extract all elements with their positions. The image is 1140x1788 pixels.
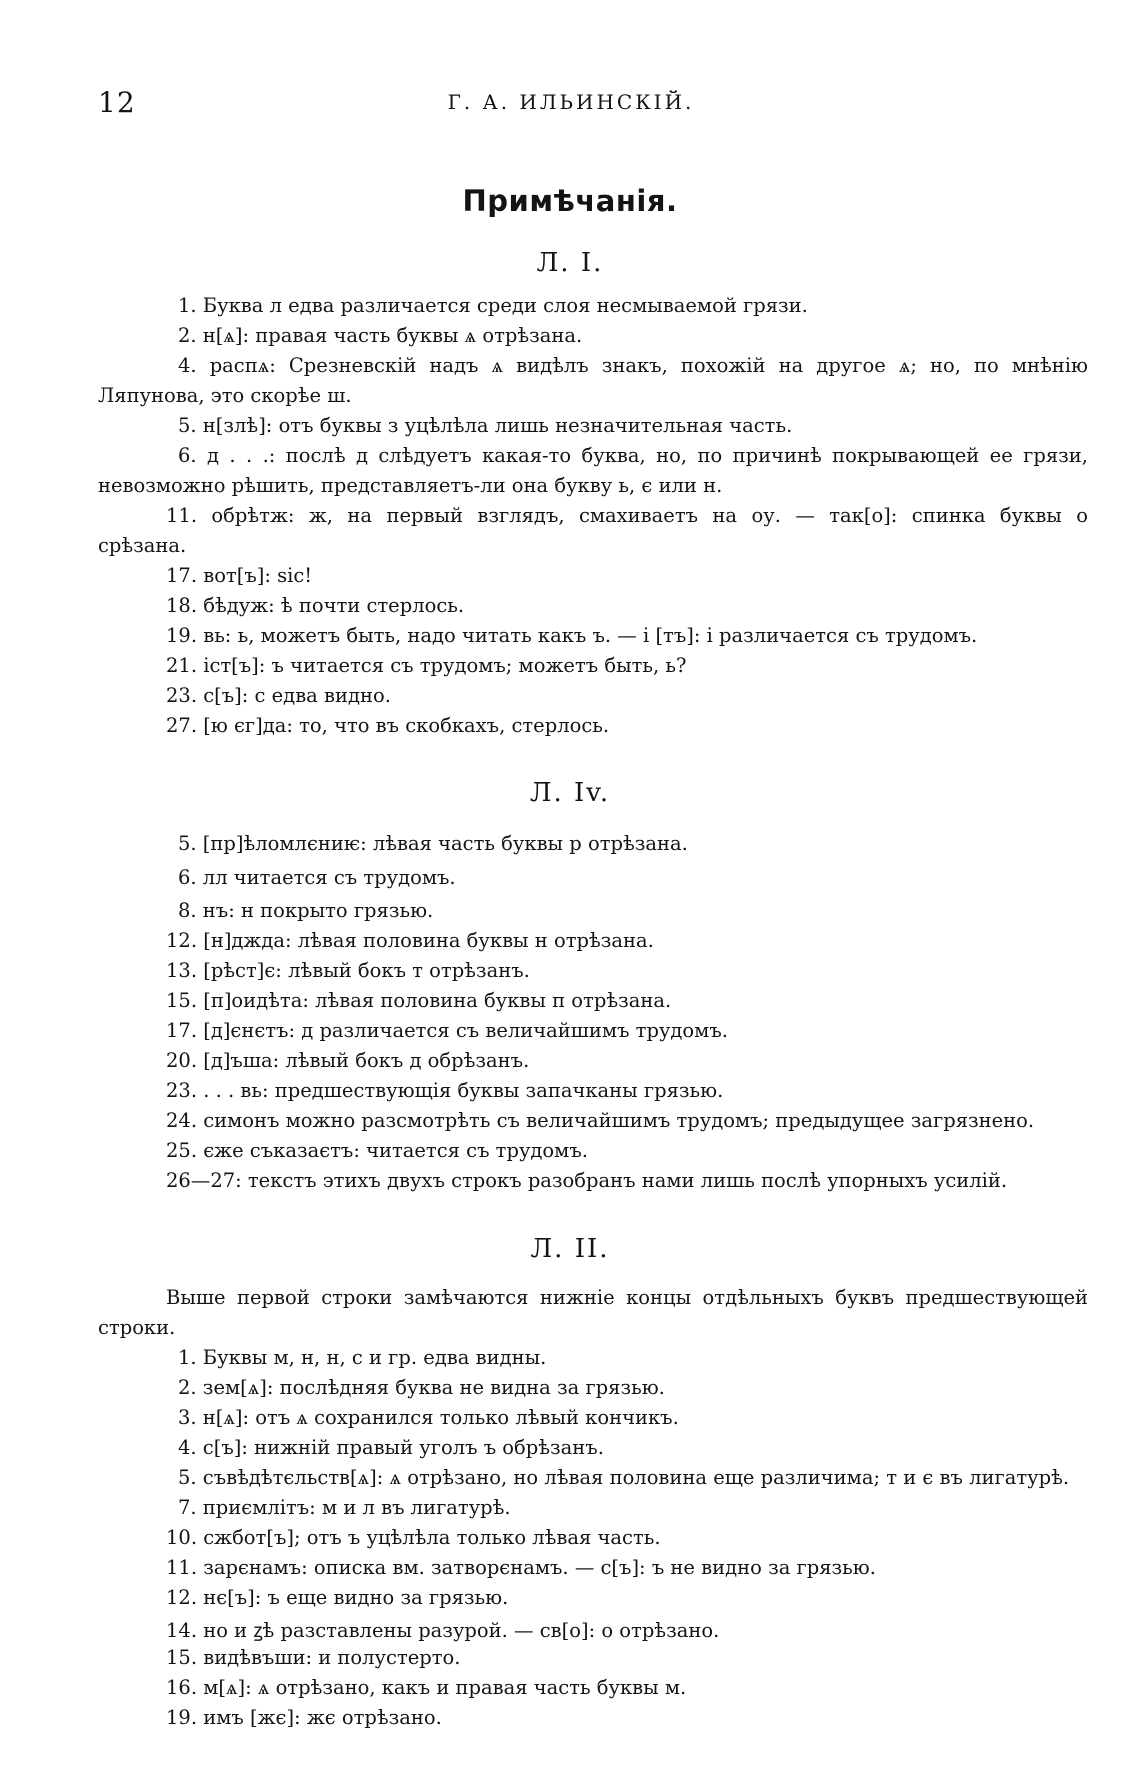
note-line: 2. зем[ѧ]: послѣдняя буква не видна за грязью. bbox=[178, 1376, 665, 1399]
note-line: 27. [ю єг]да: то, что въ скобкахъ, стерлось. bbox=[166, 714, 610, 737]
note-line: 15. видѣвъши: и полустерто. bbox=[166, 1646, 461, 1669]
note-line: 16. м[ѧ]: ѧ отрѣзано, какъ и правая часть буквы м. bbox=[166, 1676, 687, 1699]
note-line: 18. бѣдуж: ѣ почти стерлось. bbox=[166, 594, 465, 617]
note-line: 7. приємлітъ: м и л въ лигатурѣ. bbox=[178, 1496, 511, 1519]
note-line: 25. єже съказаєтъ: читается съ трудомъ. bbox=[166, 1139, 588, 1162]
note-continuation: срѣзана. bbox=[98, 534, 187, 557]
note-line: 5. [пр]ѣломлєниѥ: лѣвая часть буквы р отрѣзана. bbox=[178, 832, 688, 855]
note-continuation: Ляпунова, это скорѣе ш. bbox=[98, 384, 352, 407]
note-line: 21. іст[ъ]: ъ читается съ трудомъ; можетъ быть, ь? bbox=[166, 654, 687, 677]
note-line: 6. лл читается съ трудомъ. bbox=[178, 866, 456, 889]
intro-continuation: строки. bbox=[98, 1316, 176, 1339]
leaf-heading: Л. II. bbox=[530, 1234, 610, 1264]
note-continuation: невозможно рѣшить, представляетъ-ли она букву ь, є или н. bbox=[98, 474, 723, 497]
note-line: 1. Буква л едва различается среди слоя несмываемой грязи. bbox=[178, 294, 808, 317]
note-line: 6. д . . .: послѣ д слѣдуетъ какая-то буква, но, по причинѣ покрывающей ее грязи, bbox=[178, 444, 1088, 467]
note-line: 17. вот[ъ]: sic! bbox=[166, 564, 313, 587]
note-line: 3. н[ѧ]: отъ ѧ сохранился только лѣвый кончикъ. bbox=[178, 1406, 679, 1429]
note-line: 4. с[ъ]: нижній правый уголъ ъ обрѣзанъ. bbox=[178, 1436, 604, 1459]
note-line: 8. нъ: н покрыто грязью. bbox=[178, 899, 434, 922]
note-line: 2. н[ѧ]: правая часть буквы ѧ отрѣзана. bbox=[178, 324, 583, 347]
note-line: 5. съвѣдѣтєльств[ѧ]: ѧ отрѣзано, но лѣвая половина еще различима; т и є въ лигатурѣ. bbox=[178, 1466, 1070, 1489]
note-line: 11. зарєнамъ: описка вм. затворєнамъ. — с[ъ]: ъ не видно за грязью. bbox=[166, 1556, 876, 1579]
note-line: 14. но и ꙁѣ разставлены разурой. — св[о]: о отрѣзано. bbox=[166, 1619, 720, 1642]
note-line: 1. Буквы м, н, н, с и гр. едва видны. bbox=[178, 1346, 547, 1369]
note-line: 24. симонъ можно разсмотрѣть съ величайшимъ трудомъ; предыдущее загрязнено. bbox=[166, 1109, 1035, 1132]
note-line: 12. [н]джда: лѣвая половина буквы н отрѣзана. bbox=[166, 929, 654, 952]
note-line: 12. нє[ъ]: ъ еще видно за грязью. bbox=[166, 1586, 509, 1609]
note-line: 19. вь: ь, можетъ быть, надо читать какъ ъ. — і [тъ]: і различается съ трудомъ. bbox=[166, 624, 978, 647]
page-number: 12 bbox=[98, 86, 136, 119]
running-head bbox=[98, 86, 1044, 126]
running-title: Г. А. ИЛЬИНСКІЙ. bbox=[447, 90, 695, 114]
note-line: 19. имъ [жє]: жє отрѣзано. bbox=[166, 1706, 442, 1729]
intro-line: Выше первой строки замѣчаются нижніе концы отдѣльныхъ буквъ предшествующей bbox=[166, 1286, 1088, 1309]
note-line: 10. сжбот[ъ]; отъ ъ уцѣлѣла только лѣвая часть. bbox=[166, 1526, 661, 1549]
note-line: 15. [п]оидѣта: лѣвая половина буквы п отрѣзана. bbox=[166, 989, 672, 1012]
note-line: 26—27: текстъ этихъ двухъ строкъ разобранъ нами лишь послѣ упорныхъ усилій. bbox=[166, 1169, 1008, 1192]
note-line: 23. с[ъ]: с едва видно. bbox=[166, 684, 391, 707]
note-line: 11. обрѣтж: ж, на первый взглядъ, смахиваетъ на оу. — так[о]: спинка буквы о bbox=[166, 504, 1088, 527]
leaf-heading: Л. Iv. bbox=[529, 778, 611, 808]
note-line: 5. н[злѣ]: отъ буквы з уцѣлѣла лишь незначительная часть. bbox=[178, 414, 793, 437]
note-line: 13. [рѣст]є: лѣвый бокъ т отрѣзанъ. bbox=[166, 959, 530, 982]
note-line: 20. [д]ъша: лѣвый бокъ д обрѣзанъ. bbox=[166, 1049, 530, 1072]
leaf-heading: Л. I. bbox=[536, 248, 604, 278]
note-line: 23. . . . вь: предшествующія буквы запачканы грязью. bbox=[166, 1079, 724, 1102]
note-line: 17. [д]єнєтъ: д различается съ величайшимъ трудомъ. bbox=[166, 1019, 728, 1042]
note-line: 4. распѧ: Срезневскій надъ ѧ видѣлъ знакъ, похожій на другое ѧ; но, по мнѣнію bbox=[178, 354, 1088, 377]
section-title: Примѣчанія. bbox=[462, 184, 678, 218]
